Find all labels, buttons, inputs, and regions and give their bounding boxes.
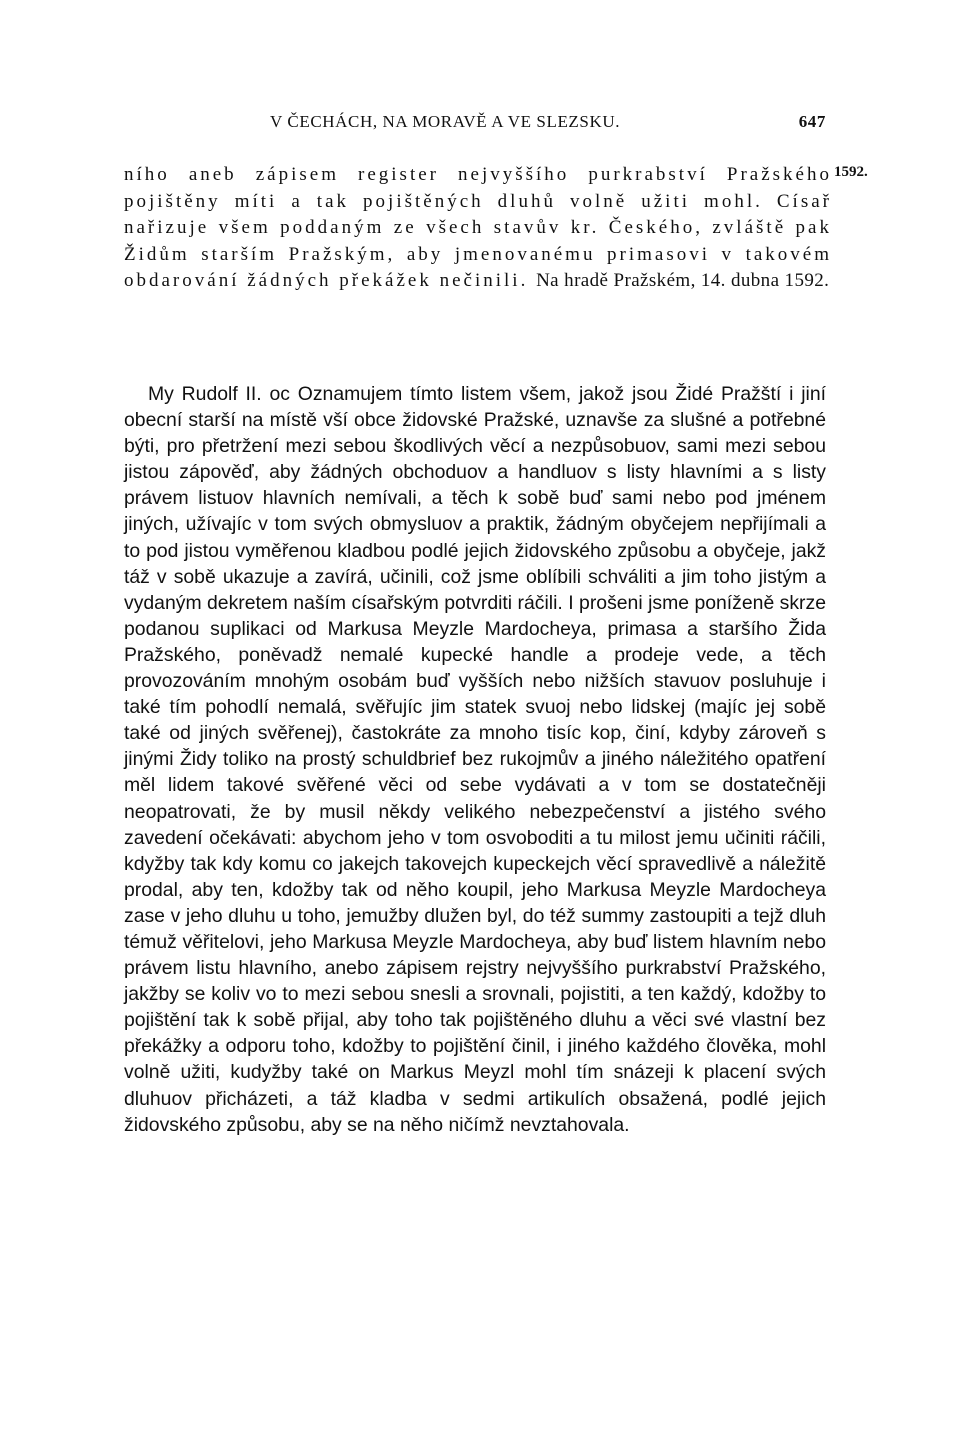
document-body: My Rudolf II. oc Oznamujem tímto listem všem, jakož jsou Židé Pražští i jiní obecní starší na místě vší obce židovské Pražské, uznavše za slušné a potřebné býti, pro přetržení mezi sebou škodlivých věcí a nezpůsobuov, sami mezi sebou jistou zápověď, aby žádných obchoduov a handluov s listy hlavními a s listy právem listuov hlavních nemívali, a těch k sobě buď sami nebo pod jménem jiných, užívajíc v tom svých obmysluov a praktik, žádným obyčejem nepřijímali a to pod jistou vyměřenou kladbou podlé jejich židovského způsobu a obyčeje, jakž táž v sobě ukazuje a zavírá, učinili, což jsme oblíbili schváliti a jim toho jistým a vydaným dekretem naším císařským potvrditi ráčili. I prošeni jsme poníženě skrze podanou suplikaci od Markusa Meyzle Mardocheya, primasa a staršího Žida Pražského, poněvadž nemalé kupecké handle a prodeje vede, a těch provozováním mnohým osobám buď vyšších nebo nižších stavuov posluhuje i také tím pohodlí nemalá, svěřujíc jim statek svuoj nebo lidskej (majíc jej sobě také od jiných svěřenej), častokráte za mnoho tisíc kop, činí, kdyby zároveň s jinými Židy toliko na prostý schuldbrief bez rukojmův a jiného náležitého opatření měl lidem takové svěřené věci od sebe vydávati a v tom se dostatečněji neopatrovati, že by musil někdy velikého nebezpečenství a jistého svého zavedení očekávati: abychom jeho v tom osvoboditi a tu milost jemu učiniti ráčili, kdyžby tak kdy komu co jakejch takovejch kupeckejch věcí spravedlivě a náležitě prodal, aby ten, kdožby tak od něho koupil, jeho Markusa Meyzle Mardocheya zase v jeho dluhu u toho, jemužby dlužen byl, do též summy zastoupiti a tejž dluh témuž věřitelovi, jeho Markusa Meyzle Mardocheya, aby buď listem hlavním nebo právem listu hlavního, anebo zápisem rejstry nejvyššího purkrabství Pražského, jakžby se koliv vo to mezi sebou snesli a srovnali, pojistiti, a ten každý, kdožby to pojištění tak k sobě přijal, aby toho tak pojištěného dluhu a věci své vlastní bez překážky a odporu toho, kdožby to pojištění činil, i jiného každého člověka, mohl volně užiti, kudyžby také on Markus Meyzl mohl tím snázeji k placení svých dluhuov přicházeti, a táž kladba v sedmi artikulích obsažená, podlé jejich židovského způsobu, aby se na něho ničímž nevztahovala. [124, 383, 826, 1136]
running-header [124, 112, 826, 136]
header-title: V ČECHÁCH, NA MORAVĚ A VE SLEZSKU. [270, 112, 621, 131]
summary-spaced-text: ního aneb zápisem register nejvyššího purkrabství Pražského pojištěny míti a tak pojištěných dluhů volně užiti mohl. Císař nařizuje všem poddaným ze všech stavův kr. Českého, zvláště pak Židům starším Pražským, aby jmenovanému primasovi v takovém obdarování žádných překážek nečinili. [124, 164, 832, 291]
page-number: 647 [798, 112, 826, 131]
summary-place-date: Na hradě Pražském, 14. dubna 1592. [536, 270, 830, 291]
margin-year-note: 1592. [834, 164, 868, 180]
document-summary [124, 162, 832, 295]
